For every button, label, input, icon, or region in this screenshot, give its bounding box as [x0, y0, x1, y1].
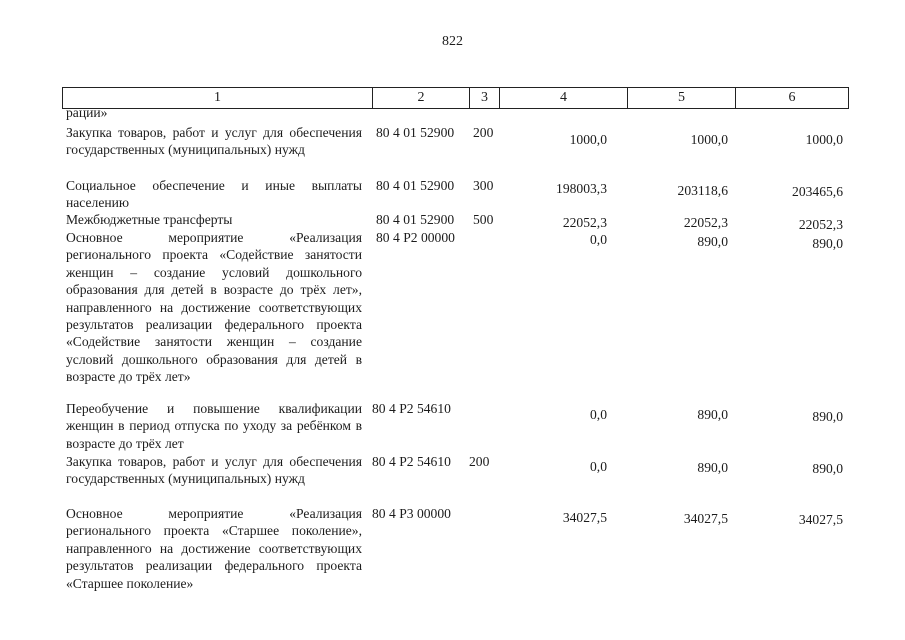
header-col-2: 2 — [373, 88, 470, 108]
row-value-4: 198003,3 — [556, 181, 607, 196]
row-code: 80 4 P2 54610 — [372, 401, 451, 416]
row-kind: 300 — [473, 178, 494, 193]
header-col-4: 4 — [500, 88, 628, 108]
row-value-6: 890,0 — [812, 409, 843, 424]
row-value-4: 1000,0 — [569, 132, 607, 147]
row-kind: 200 — [473, 125, 494, 140]
row-value-5: 34027,5 — [683, 511, 728, 526]
row-code: 80 4 01 52900 — [376, 125, 455, 140]
row-value-5: 22052,3 — [683, 215, 728, 230]
row-value-4: 0,0 — [590, 459, 607, 474]
header-col-3: 3 — [470, 88, 500, 108]
row-value-5: 1000,0 — [690, 132, 728, 147]
row-value-5: 203118,6 — [677, 183, 728, 198]
row-code: 80 4 P2 54610 — [372, 454, 451, 469]
row-name: Основное мероприятие «Реализация регионального проекта «Содействие занятости женщин – создание условий дошкольного образования для детей в возрасте до трёх лет», направленного на достижение соответствующих результатов реализации федерального проекта «Содействие занятости женщин – создание условий дошкольного образования для детей в возрасте до трёх лет» — [66, 230, 362, 385]
row-code: 80 4 P3 00000 — [372, 506, 451, 521]
row-name: Основное мероприятие «Реализация регионального проекта «Старшее поколение», направленного на достижение соответствующих результатов реализации федерального проекта «Старшее поколение» — [66, 506, 362, 591]
row-name: Социальное обеспечение и иные выплаты населению — [66, 178, 362, 211]
header-col-6: 6 — [788, 90, 796, 105]
row-value-4: 0,0 — [590, 232, 607, 247]
row-kind: 200 — [469, 454, 490, 469]
row-value-5: 890,0 — [697, 407, 728, 422]
row-kind: 500 — [473, 212, 494, 227]
row-value-4: 22052,3 — [562, 215, 607, 230]
row-value-6: 22052,3 — [798, 217, 843, 232]
row-name: рации» — [66, 105, 108, 120]
row-code: 80 4 01 52900 — [376, 178, 455, 193]
row-value-6: 34027,5 — [798, 512, 843, 527]
page-number: 822 — [442, 34, 463, 49]
row-value-6: 1000,0 — [805, 132, 843, 147]
row-value-4: 0,0 — [590, 407, 607, 422]
row-value-6: 890,0 — [812, 236, 843, 251]
header-col-1: 1 — [63, 88, 373, 108]
row-value-6: 203465,6 — [792, 184, 843, 199]
row-name: Межбюджетные трансферты — [66, 212, 233, 227]
row-name: Переобучение и повышение квалификации женщин в период отпуска по уходу за ребёнком в возрасте до трёх лет — [66, 401, 362, 451]
row-value-4: 34027,5 — [562, 510, 607, 525]
row-code: 80 4 01 52900 — [376, 212, 455, 227]
row-value-5: 890,0 — [697, 460, 728, 475]
row-name: Закупка товаров, работ и услуг для обеспечения государственных (муниципальных) нужд — [66, 125, 362, 158]
row-name: Закупка товаров, работ и услуг для обеспечения государственных (муниципальных) нужд — [66, 454, 362, 487]
header-col-5: 5 — [628, 88, 736, 108]
row-code: 80 4 P2 00000 — [376, 230, 455, 245]
row-value-5: 890,0 — [697, 234, 728, 249]
row-value-6: 890,0 — [812, 461, 843, 476]
